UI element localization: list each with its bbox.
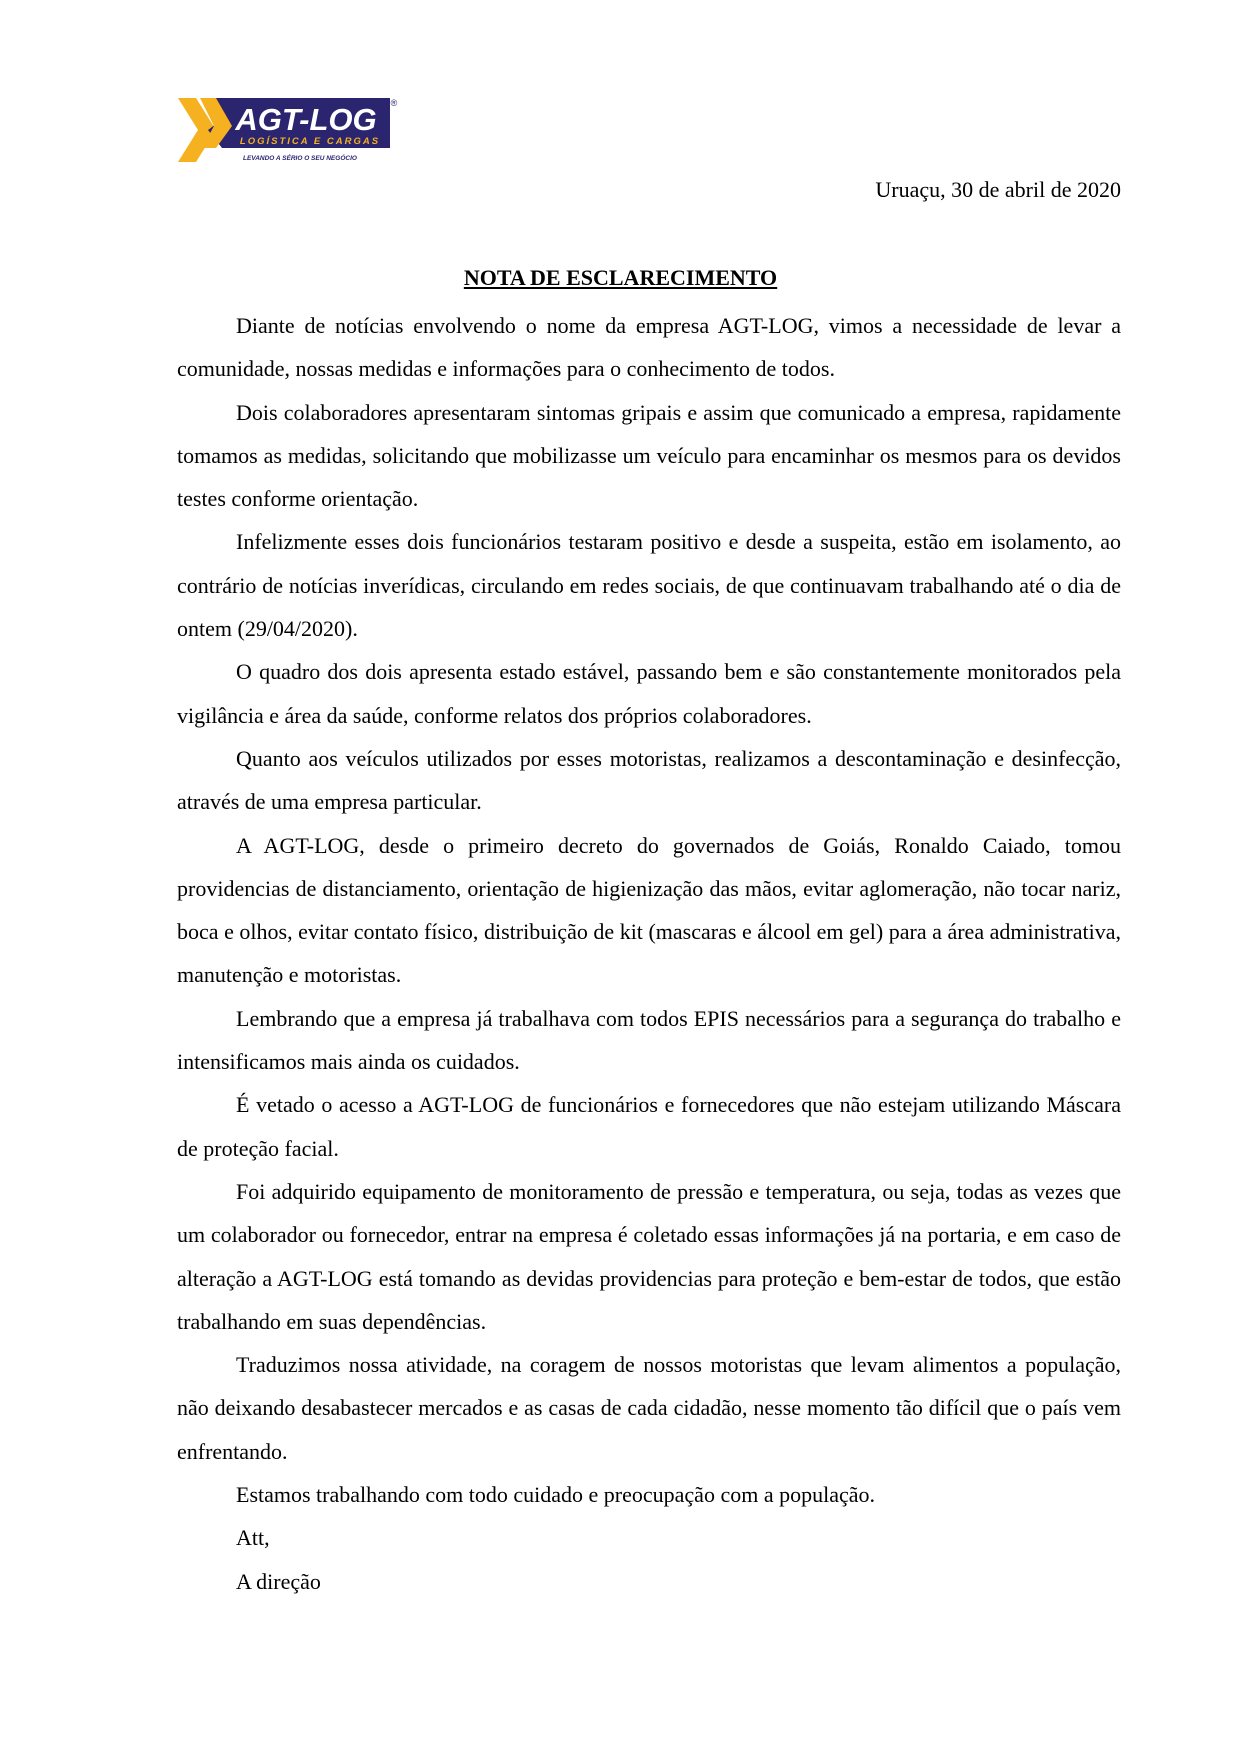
paragraph: Traduzimos nossa atividade, na coragem de nossos motoristas que levam alimentos a população, não deixando desabastecer mercados e as casas de cada cidadão, nesse momento tão difícil que o país vem enfrentando. bbox=[177, 1352, 1121, 1464]
paragraph: Diante de notícias envolvendo o nome da empresa AGT-LOG, vimos a necessidade de levar a comunidade, nossas medidas e informações para o conhecimento de todos. bbox=[177, 313, 1121, 382]
document-title: NOTA DE ESCLARECIMENTO bbox=[463, 265, 778, 290]
paragraph: Foi adquirido equipamento de monitoramento de pressão e temperatura, ou seja, todas as vezes que um colaborador ou fornecedor, entrar na empresa é coletado essas informações já na portaria, e em caso de alteração a AGT-LOG está tomando as devidas providencias para proteção e bem-estar de todos, que estão trabalhando em suas dependências. bbox=[177, 1178, 1121, 1334]
date-line: Uruaçu, 30 de abril de 2020 bbox=[875, 177, 1121, 202]
paragraph: Quanto aos veículos utilizados por esses motoristas, realizamos a descontaminação e desinfecção, através de uma empresa particular. bbox=[177, 745, 1121, 815]
logo-slogan: LEVANDO A SÉRIO O SEU NEGÓCIO bbox=[243, 155, 357, 162]
logo-brand: AGT-LOG bbox=[235, 102, 377, 137]
paragraph: O quadro dos dois apresenta estado estável, passando bem e são constantemente monitorados pela vigilância e área da saúde, conforme relatos dos próprios colaboradores. bbox=[177, 659, 1121, 728]
logo-registered-mark: ® bbox=[390, 98, 398, 108]
paragraph: É vetado o acesso a AGT-LOG de funcionários e fornecedores que não estejam utilizando Máscara de proteção facial. bbox=[177, 1092, 1121, 1161]
document-body bbox=[177, 304, 1121, 1603]
company-logo bbox=[178, 96, 400, 170]
paragraph: Lembrando que a empresa já trabalhava com todos EPIS necessários para a segurança do trabalho e intensificamos mais ainda os cuidados. bbox=[177, 1005, 1121, 1075]
paragraph: Dois colaboradores apresentaram sintomas gripais e assim que comunicado a empresa, rapidamente tomamos as medidas, solicitando que mobilizasse um veículo para encaminhar os mesmos para os devidos testes conforme orientação. bbox=[177, 399, 1121, 512]
logo-tagline: LOGÍSTICA E CARGAS bbox=[239, 136, 381, 147]
paragraph: Infelizmente esses dois funcionários testaram positivo e desde a suspeita, estão em isolamento, ao contrário de notícias inverídicas, circulando em redes sociais, de que continuavam trabalhando até o dia de ontem (29/04/2020). bbox=[177, 529, 1121, 642]
signature: A direção bbox=[236, 1568, 321, 1594]
paragraph: Estamos trabalhando com todo cuidado e preocupação com a população. bbox=[236, 1482, 875, 1508]
paragraph: A AGT-LOG, desde o primeiro decreto do governados de Goiás, Ronaldo Caiado, tomou providencias de distanciamento, orientação de higienização das mãos, evitar aglomeração, não tocar nariz, boca e olhos, evitar contato físico, distribuição de kit (mascaras e álcool em gel) para a área administrativa, manutenção e motoristas. bbox=[177, 832, 1121, 988]
closing-salutation: Att, bbox=[236, 1525, 270, 1551]
